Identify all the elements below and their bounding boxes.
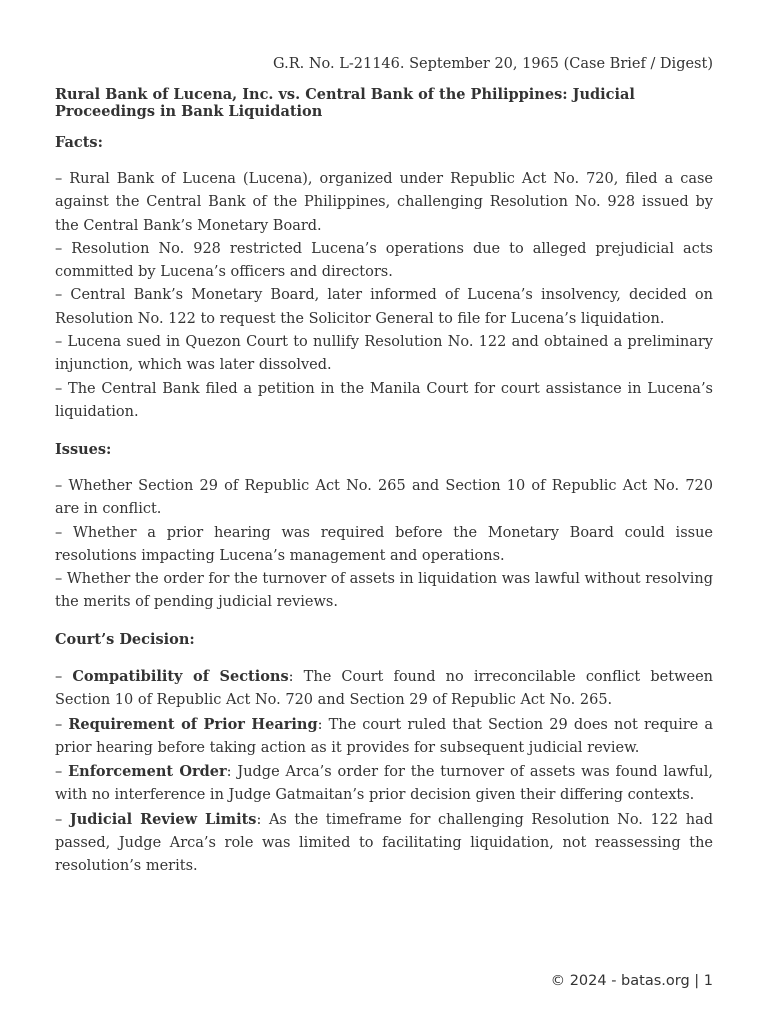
facts-heading: Facts:	[55, 134, 103, 151]
decision-item: – Enforcement Order: Judge Arca’s order for the turnover of assets was found lawful, with no interference in Judge Gatmaitan’s prior decision given their differing contexts.	[55, 763, 714, 804]
issues-item: – Whether Section 29 of Republic Act No. 265 and Section 10 of Republic Act No. 720 are in conflict.	[55, 478, 713, 518]
facts-list	[55, 168, 713, 424]
issues-item: – Whether the order for the turnover of assets in liquidation was lawful without resolving the merits of pending judicial reviews.	[55, 571, 713, 611]
facts-item: – The Central Bank filed a petition in the Manila Court for court assistance in Lucena’s liquidation.	[55, 380, 713, 420]
decision-item: – Judicial Review Limits: As the timeframe for challenging Resolution No. 122 had passed, Judge Arca’s role was limited to facilitating liquidation, not reassessing the resolution’s merits.	[55, 810, 713, 875]
decision-item: – Compatibility of Sections: The Court found no irreconcilable conflict between Section 10 of Republic Act No. 720 and Section 29 of Republic Act No. 265.	[55, 668, 713, 709]
issues-item: – Whether a prior hearing was required before the Monetary Board could issue resolutions impacting Lucena’s management and operations.	[55, 524, 713, 564]
case-citation: G.R. No. L-21146. September 20, 1965 (Case Brief / Digest)	[273, 56, 713, 72]
facts-item: – Rural Bank of Lucena (Lucena), organized under Republic Act No. 720, filed a case against the Central Bank of the Philippines, challenging Resolution No. 928 issued by the Central Bank’s Monetary Board.	[55, 171, 713, 234]
decision-item-label: Judicial Review Limits	[69, 810, 257, 828]
decision-item-label: Requirement of Prior Hearing	[68, 715, 318, 733]
case-title: Rural Bank of Lucena, Inc. vs. Central Bank of the Philippines: Judicial Proceedings in Bank Liquidation	[55, 86, 635, 120]
decision-item-label: Enforcement Order	[68, 763, 227, 781]
facts-item: – Resolution No. 928 restricted Lucena’s operations due to alleged prejudicial acts committed by Lucena’s officers and directors.	[55, 240, 713, 281]
decision-list	[55, 665, 713, 879]
facts-item: – Central Bank’s Monetary Board, later informed of Lucena’s insolvency, decided on Resolution No. 122 to request the Solicitor General to file for Lucena’s liquidation.	[55, 287, 713, 327]
facts-item: – Lucena sued in Quezon Court to nullify Resolution No. 122 and obtained a preliminary injunction, which was later dissolved.	[55, 334, 713, 374]
issues-list	[55, 475, 713, 615]
page-footer: © 2024 - batas.org | 1	[550, 973, 713, 989]
decision-heading: Court’s Decision:	[55, 631, 195, 648]
decision-item: – Requirement of Prior Hearing: The court ruled that Section 29 does not require a prior hearing before taking action as it provides for subsequent judicial review.	[55, 715, 714, 756]
decision-item-label: Compatibility of Sections	[72, 668, 289, 685]
issues-heading: Issues:	[55, 441, 112, 458]
